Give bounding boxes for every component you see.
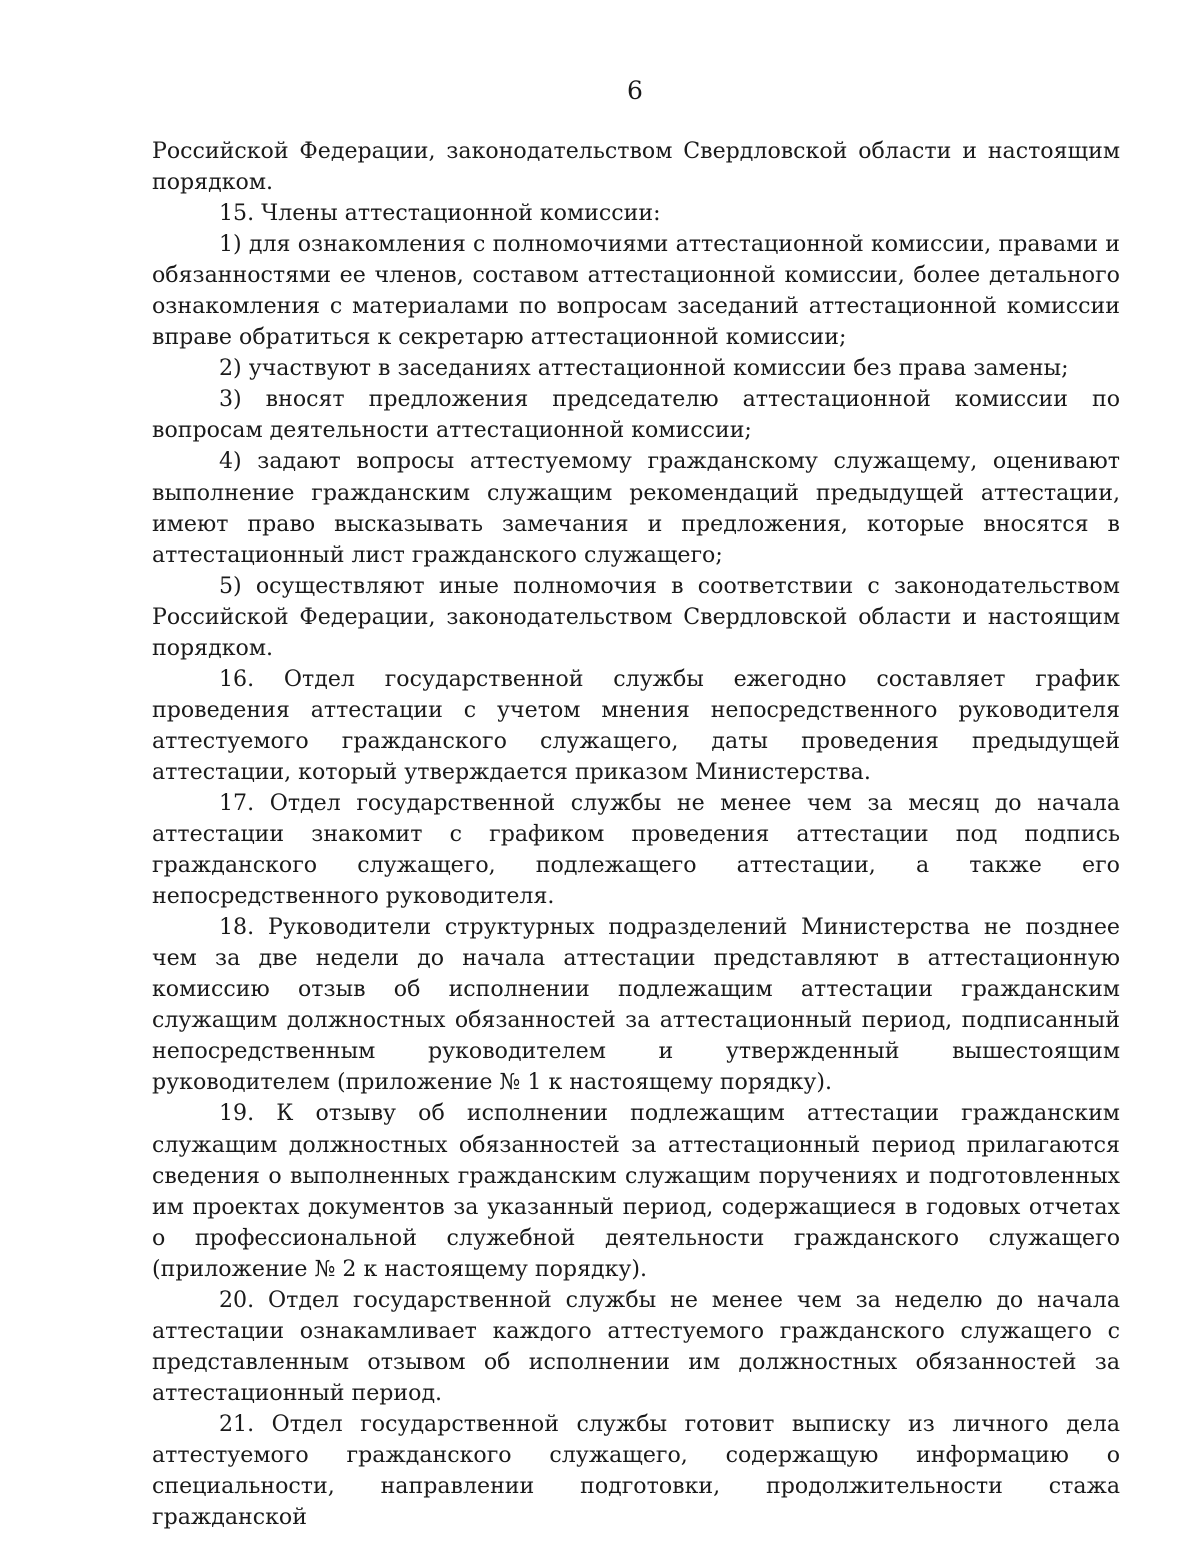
paragraph-15: 15. Члены аттестационной комиссии: (219, 200, 661, 227)
paragraph-18: 18. Руководители структурных подразделений Министерства не позднее чем за две недели до начала аттестации представляют в аттестационную комиссию отзыв об исполнении подлежащим аттестации гражданским служащим должностных обязанностей за аттестационный период, подписанный непосредственным руководителем и утвержденный вышестоящим руководителем (приложение № 1 к настоящему порядку). (152, 914, 1120, 1096)
paragraph-continuation: Российской Федерации, законодательством Свердловской области и настоящим порядком. (152, 138, 1120, 196)
paragraph-15-item-1: 1) для ознакомления с полномочиями аттестационной комиссии, правами и обязанностями ее членов, составом аттестационной комиссии, более детального ознакомления с материалами по вопросам заседаний аттестационной комиссии вправе обратиться к секретарю аттестационной комиссии; (152, 231, 1120, 351)
page-number: 6 (627, 76, 643, 105)
paragraph-16: 16. Отдел государственной службы ежегодно составляет график проведения аттестации с учетом мнения непосредственного руководителя аттестуемого гражданского служащего, даты проведения предыдущей аттестации, который утверждается приказом Министерства. (152, 665, 1120, 785)
paragraph-15-item-5: 5) осуществляют иные полномочия в соответствии с законодательством Российской Федерации, законодательством Свердловской области и настоящим порядком. (152, 572, 1120, 661)
paragraph-21: 21. Отдел государственной службы готовит выписку из личного дела аттестуемого гражданского служащего, содержащую информацию о специальности, направлении подготовки, продолжительности стажа гражданской (152, 1410, 1120, 1531)
paragraph-17: 17. Отдел государственной службы не менее чем за месяц до начала аттестации знакомит с графиком проведения аттестации под подпись гражданского служащего, подлежащего аттестации, а также его непосредственного руководителя. (152, 789, 1120, 910)
paragraph-19: 19. К отзыву об исполнении подлежащим аттестации гражданским служащим должностных обязанностей за аттестационный период прилагаются сведения о выполненных гражданским служащим поручениях и подготовленных им проектах документов за указанный период, содержащиеся в годовых отчетах о профессиональной служебной деятельности гражданского служащего (приложение № 2 к настоящему порядку). (152, 1100, 1120, 1282)
paragraph-15-item-4: 4) задают вопросы аттестуемому гражданскому служащему, оценивают выполнение гражданским служащим рекомендаций предыдущей аттестации, имеют право высказывать замечания и предложения, которые вносятся в аттестационный лист гражданского служащего; (152, 448, 1120, 568)
paragraph-15-item-2: 2) участвуют в заседаниях аттестационной комиссии без права замены; (219, 355, 1069, 382)
document-body (152, 136, 1120, 1533)
paragraph-20: 20. Отдел государственной службы не менее чем за неделю до начала аттестации ознакамливает каждого аттестуемого гражданского служащего с представленным отзывом об исполнении им должностных обязанностей за аттестационный период. (152, 1286, 1120, 1406)
paragraph-15-item-3: 3) вносят предложения председателю аттестационной комиссии по вопросам деятельности аттестационной комиссии; (152, 386, 1120, 444)
